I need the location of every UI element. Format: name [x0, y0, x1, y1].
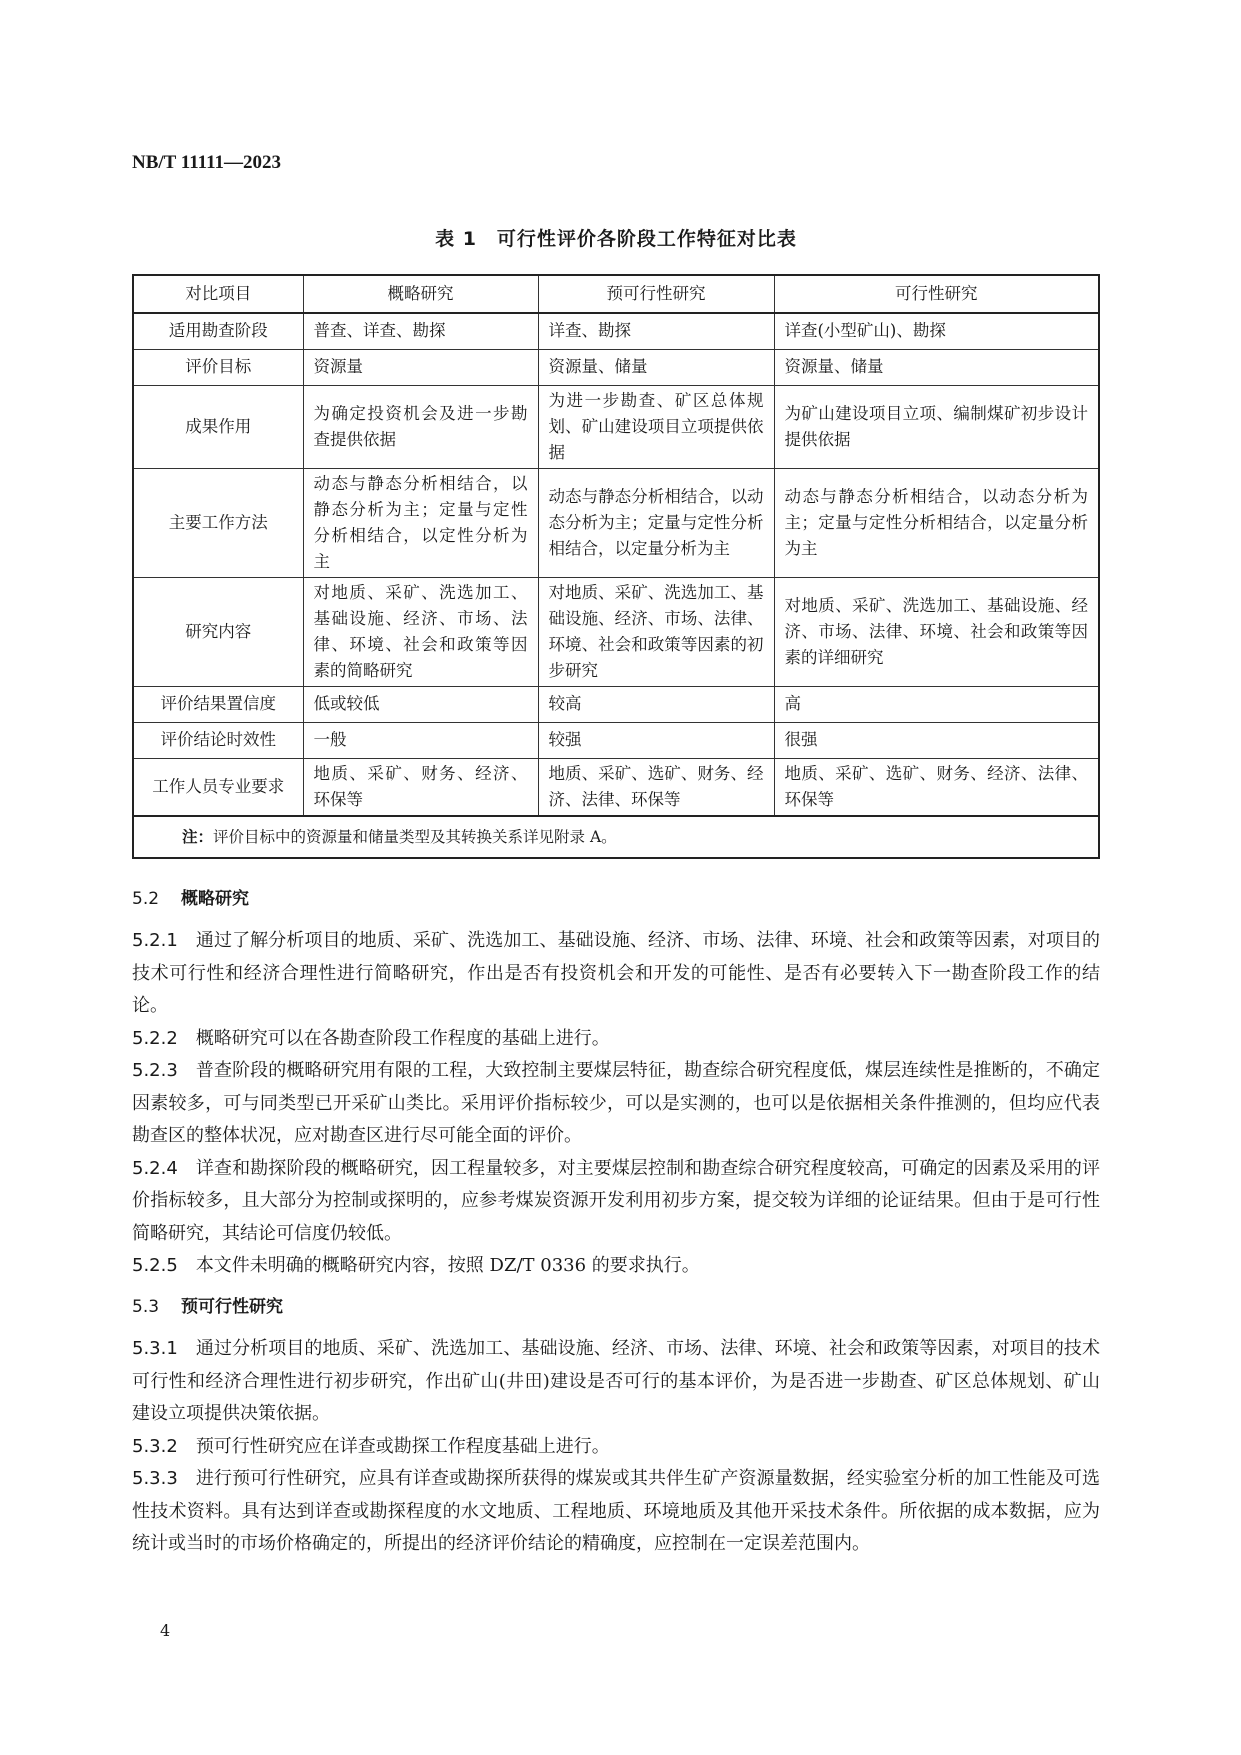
clause-number: 5.2.4 [132, 1157, 178, 1179]
row-label: 成果作用 [133, 385, 303, 468]
table-row [133, 577, 1099, 686]
table-cell: 为确定投资机会及进一步勘查提供依据 [303, 385, 538, 468]
section-heading [132, 1291, 1100, 1324]
table-cell: 动态与静态分析相结合，以动态分析为主；定量与定性分析相结合，以定量分析为主 [774, 468, 1099, 577]
table-note [133, 816, 1099, 858]
table-cell: 详查、勘探 [538, 313, 774, 349]
header-cell: 可行性研究 [774, 275, 1099, 313]
clause-paragraph [132, 1333, 1100, 1431]
clause-text: 详查和勘探阶段的概略研究，因工程量较多，对主要煤层控制和勘查综合研究程度较高，可确定的因素及采用的评价指标较多，且大部分为控制或探明的，应参考煤炭资源开发利用初步方案，提交较为详细的论证结果。但由于是可行性简略研究，其结论可信度仍较低。 [132, 1157, 1100, 1244]
table-cell: 较高 [538, 686, 774, 722]
clause-number: 5.3.2 [132, 1435, 178, 1457]
table-header-row [133, 275, 1099, 313]
table-cell: 地质、采矿、选矿、财务、经济、法律、环保等 [774, 758, 1099, 816]
table-row [133, 686, 1099, 722]
table-cell: 地质、采矿、财务、经济、环保等 [303, 758, 538, 816]
table-cell: 动态与静态分析相结合，以静态分析为主；定量与定性分析相结合，以定性分析为主 [303, 468, 538, 577]
clause-paragraph [132, 1023, 1100, 1056]
table-row [133, 349, 1099, 385]
note-label: 注： [182, 826, 214, 846]
clause-paragraph [132, 1463, 1100, 1561]
table-cell: 为进一步勘查、矿区总体规划、矿山建设项目立项提供依据 [538, 385, 774, 468]
clause-text: 通过分析项目的地质、采矿、洗选加工、基础设施、经济、市场、法律、环境、社会和政策等因素，对项目的技术可行性和经济合理性进行初步研究，作出矿山(井田)建设是否可行的基本评价，为是否进一步勘查、矿区总体规划、矿山建设立项提供决策依据。 [132, 1338, 1100, 1424]
page-number: 4 [160, 1620, 171, 1640]
row-label: 评价结果置信度 [133, 686, 303, 722]
clause-paragraph [132, 1153, 1100, 1251]
clause-number: 5.3.3 [132, 1468, 178, 1489]
section-title: 概略研究 [181, 888, 250, 909]
table-cell: 很强 [774, 722, 1099, 758]
clause-number: 5.2.1 [132, 930, 178, 951]
table-cell: 对地质、采矿、洗选加工、基础设施、经济、市场、法律、环境、社会和政策等因素的初步研究 [538, 577, 774, 686]
row-label: 研究内容 [133, 577, 303, 686]
table-cell: 低或较低 [303, 686, 538, 722]
row-label: 评价目标 [133, 349, 303, 385]
clause-paragraph [132, 1055, 1100, 1153]
clause-text: 通过了解分析项目的地质、采矿、洗选加工、基础设施、经济、市场、法律、环境、社会和政策等因素，对项目的技术可行性和经济合理性进行简略研究，作出是否有投资机会和开发的可能性、是否有必要转入下一勘查阶段工作的结论。 [132, 930, 1100, 1016]
note-text: 评价目标中的资源量和储量类型及其转换关系详见附录 A。 [213, 827, 617, 846]
section-number: 5.3 [132, 1296, 160, 1317]
table-title: 表 1 可行性评价各阶段工作特征对比表 [435, 228, 797, 250]
clause-paragraph [132, 1431, 1100, 1464]
table-note-row [133, 816, 1099, 858]
table-cell: 资源量、储量 [774, 349, 1099, 385]
page-content [132, 150, 1100, 1641]
body-sections [132, 883, 1100, 1561]
clause-text: 普查阶段的概略研究用有限的工程，大致控制主要煤层特征，勘查综合研究程度低，煤层连续性是推断的，不确定因素较多，可与同类型已开采矿山类比。采用评价指标较少，可以是实测的，也可以是依据相关条件推测的，但均应代表勘查区的整体状况，应对勘查区进行尽可能全面的评价。 [132, 1060, 1100, 1146]
document-code: NB/T 11111—2023 [132, 152, 282, 173]
table-cell: 一般 [303, 722, 538, 758]
row-label: 适用勘查阶段 [133, 313, 303, 349]
row-label: 评价结论时效性 [133, 722, 303, 758]
table-cell: 普查、详查、勘探 [303, 313, 538, 349]
header-cell: 对比项目 [133, 275, 303, 313]
clause-text: 进行预可行性研究，应具有详查或勘探所获得的煤炭或其共伴生矿产资源量数据，经实验室分析的加工性能及可选性技术资料。具有达到详查或勘探程度的水文地质、工程地质、环境地质及其他开采技术条件。所依据的成本数据，应为统计或当时的市场价格确定的，所提出的经济评价结论的精确度，应控制在一定误差范围内。 [132, 1468, 1100, 1554]
clause-paragraph [132, 1250, 1100, 1283]
table-row [133, 385, 1099, 468]
clause-paragraph [132, 925, 1100, 1023]
table-row [133, 468, 1099, 577]
clause-text: 概略研究可以在各勘查阶段工作程度的基础上进行。 [195, 1027, 610, 1049]
section-title: 预可行性研究 [181, 1296, 284, 1317]
table-row [133, 758, 1099, 816]
row-label: 主要工作方法 [133, 468, 303, 577]
section-heading [132, 883, 1100, 916]
clause-text: 本文件未明确的概略研究内容，按照 DZ/T 0336 的要求执行。 [195, 1255, 700, 1276]
header-cell: 概略研究 [303, 275, 538, 313]
clause-number: 5.3.1 [132, 1338, 178, 1359]
table-cell: 资源量、储量 [538, 349, 774, 385]
comparison-table [132, 274, 1100, 859]
table-row [133, 313, 1099, 349]
clause-text: 预可行性研究应在详查或勘探工作程度基础上进行。 [195, 1435, 610, 1457]
table-cell: 高 [774, 686, 1099, 722]
table-cell: 为矿山建设项目立项、编制煤矿初步设计提供依据 [774, 385, 1099, 468]
table-cell: 动态与静态分析相结合，以动态分析为主；定量与定性分析相结合，以定量分析为主 [538, 468, 774, 577]
clause-number: 5.2.2 [132, 1027, 178, 1049]
table-cell: 对地质、采矿、洗选加工、基础设施、经济、市场、法律、环境、社会和政策等因素的详细研究 [774, 577, 1099, 686]
table-row [133, 722, 1099, 758]
table-cell: 资源量 [303, 349, 538, 385]
clause-number: 5.2.3 [132, 1060, 178, 1081]
table-cell: 较强 [538, 722, 774, 758]
table-cell: 对地质、采矿、洗选加工、基础设施、经济、市场、法律、环境、社会和政策等因素的简略研究 [303, 577, 538, 686]
table-cell: 详查(小型矿山)、勘探 [774, 313, 1099, 349]
section-number: 5.2 [132, 888, 160, 909]
header-cell: 预可行性研究 [538, 275, 774, 313]
table-cell: 地质、采矿、选矿、财务、经济、法律、环保等 [538, 758, 774, 816]
clause-number: 5.2.5 [132, 1255, 178, 1276]
row-label: 工作人员专业要求 [133, 758, 303, 816]
